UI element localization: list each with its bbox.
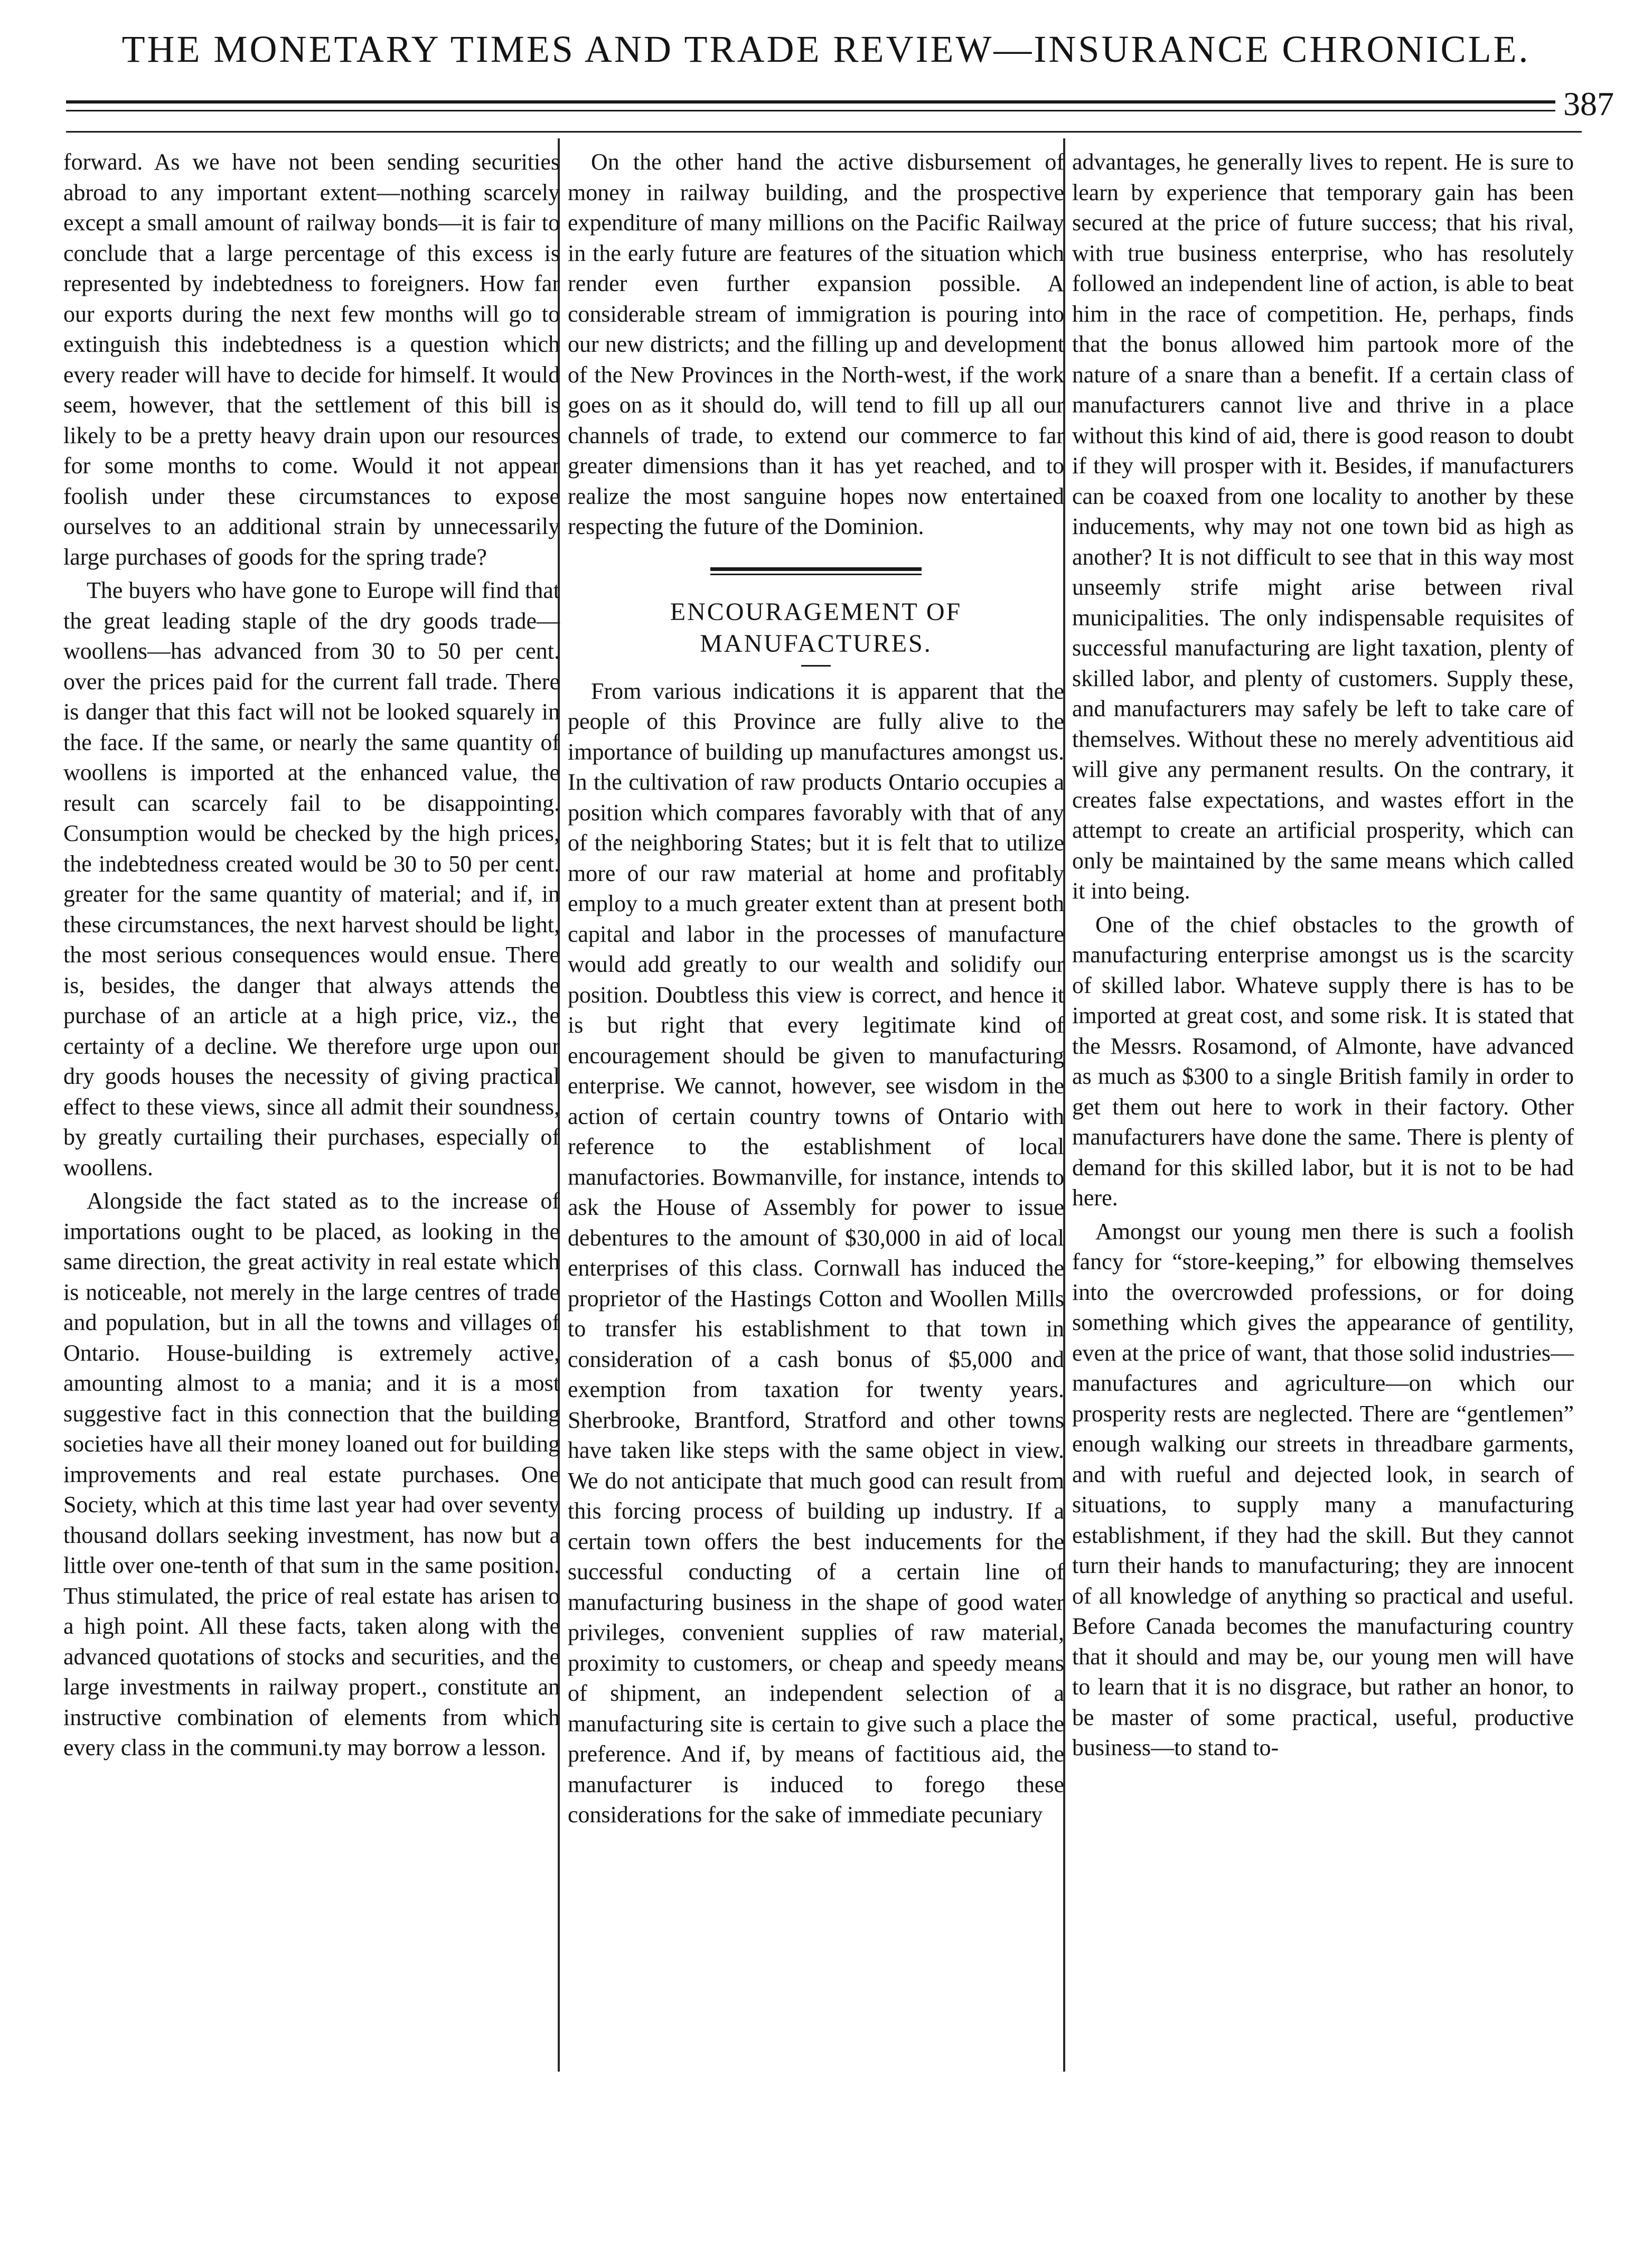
paragraph: The buyers who have gone to Europe will find that the great leading staple of the dry goods trade—woollens—has advanced from 30 to 50 per cent. over the prices paid for the current fall trade. There is danger that this fact will not be looked squarely in the face. If the same, or nearly the same quantity of woollens is imported at the enhanced value, the result can scarcely fail to be disappointing. Consumption would be checked by the high prices, the indebtedness created would be 30 to 50 per cent. greater for the same quantity of material; and if, in these circumstances, the next harvest should be light, the most serious consequences would ensue. There is, besides, the danger that always attends the purchase of an article at a high price, viz., the certainty of a decline. We therefore urge upon our dry goods houses the necessity of giving practical effect to these views, since all admit their soundness, by greatly curtailing their purchases, especially of woollens. [63, 577, 560, 1181]
paragraph: From various indications it is apparent that the people of this Province are fully alive to the importance of building up manufactures amongst us. In the cultivation of raw products Ontario occupies a position which compares favorably with that of any of the neighboring States; but it is felt that to utilize more of our raw material at home and profitably employ to a much greater extent than at present both capital and labor in the processes of manufacture would add greatly to our wealth and solidify our position. Doubtless this view is correct, and hence it is but right that every legitimate kind of encouragement should be given to manufacturing enterprise. We cannot, however, see wisdom in the action of certain country towns of Ontario with reference to the establishment of local manufactories. Bowmanville, for instance, intends to ask the House of Assembly for power to issue debentures to the amount of $30,000 in aid of local enterprises of this class. Cornwall has induced the proprietor of the Hastings Cotton and Woollen Mills to transfer his establishment to that town in consideration of a cash bonus of $5,000 and exemption from taxation for twenty years. Sherbrooke, Brantford, Stratford and other towns have taken like steps with the same object in view. We do not anticipate that much good can result from this forcing process of building up industry. If a certain town offers the best inducements for the successful conducting of a certain line of manufacturing business in the shape of good water privileges, convenient supplies of raw material, proximity to customers, or cheap and speedy means of shipment, an independent selection of a manufacturing site is certain to give such a place the preference. And if, by means of factitious aid, the manufacturer is induced to forego these considerations for the sake of immediate pecuniary [568, 678, 1064, 1828]
section-divider-ornament [710, 567, 922, 575]
paragraph: Alongside the fact stated as to the increase of importations ought to be placed, as looking in the same direction, the great activity in real estate which is noticeable, not merely in the large centres of trade and population, but in all the towns and villages of Ontario. House-building is extremely active, amounting almost to a mania; and it is a most suggestive fact in this connection that the building societies have all their money loaned out for building improvements and real estate purchases. One Society, which at this time last year had over seventy thousand dollars seeking investment, has now but a little over one-tenth of that sum in the same position. Thus stimulated, the price of real estate has arisen to a high point. All these facts, taken along with the advanced quotations of stocks and securities, and the large investments in railway propert., constitute an instructive combination of elements from which every class in the communi.ty may borrow a lesson. [63, 1188, 560, 1760]
paragraph: Amongst our young men there is such a foolish fancy for “store-keeping,” for elbowing themselves into the overcrowded professions, or for doing something which gives the appearance of gentility, even at the price of want, that those solid industries—manufactures and agriculture—on which our prosperity rests are neglected. There are “gentlemen” enough walking our streets in threadbare garments, and with rueful and dejected look, in search of situations, to supply many a manufacturing establishment, if they had the skill. But they cannot turn their hands to manufacturing; they are innocent of all knowledge of anything so practical and useful. Before Canada becomes the manufacturing country that it should and may be, our young men will have to learn that it is no disgrace, but rather an honor, to be master of some practical, useful, productive business—to stand to- [1072, 1218, 1574, 1760]
text-column-right [1072, 147, 1574, 1763]
header-rule-lower [66, 131, 1582, 133]
paragraph: One of the chief obstacles to the growth of manufacturing enterprise amongst us is the scarcity of skilled labor. Whateve supply there is has to be imported at great cost, and some risk. It is stated that the Messrs. Rosamond, of Almonte, have advanced as much as $300 to a single British family in order to get them out here to work in their factory. Other manufacturers have done the same. There is plenty of demand for this skilled labor, but it is not to be had here. [1072, 911, 1574, 1211]
header-rule-thin [66, 110, 1555, 111]
paragraph: advantages, he generally lives to repent. He is sure to learn by experience that temporary gain has been secured at the price of future success; that his rival, with true business enterprise, who has resolutely followed an independent line of action, is able to beat him in the race of competition. He, perhaps, finds that the bonus allowed him partook more of the nature of a snare than a benefit. If a certain class of manufacturers cannot live and thrive in a place without this kind of aid, there is good reason to doubt if they will prosper with it. Besides, if manufacturers can be coaxed from one locality to another by these inducements, why may not one town bid as high as another? It is not difficult to see that in this way most unseemly strife might arise between rival municipalities. The only indispensable requisites of successful manufacturing are light taxation, plenty of skilled labor, and plenty of customers. Supply these, and manufacturers may safely be left to take care of themselves. Without these no merely adventitious aid will give any permanent results. On the contrary, it creates false expectations, and wastes effort in the attempt to create an artificial prosperity, which can only be maintained by the same means which called it into being. [1072, 149, 1574, 904]
page-header-title: THE MONETARY TIMES AND TRADE REVIEW—INSURANCE CHRONICLE. [121, 28, 1531, 70]
text-column-left [63, 147, 560, 1763]
paragraph: forward. As we have not been sending securities abroad to any important extent—nothing scarcely except a small amount of railway bonds—it is fair to conclude that a large percentage of this excess is represented by indebtedness to foreigners. How far our exports during the next few months will go to extinguish this indebtedness is a question which every reader will have to decide for himself. It would seem, however, that the settlement of this bill is likely to be a pretty heavy drain upon our resources for some months to come. Would it not appear foolish under these circumstances to expose ourselves to an additional strain by unnecessarily large purchases of goods for the spring trade? [63, 149, 560, 570]
article-heading: ENCOURAGEMENT OF MANUFACTURES. [670, 597, 962, 658]
paragraph: On the other hand the active disbursement of money in railway building, and the prospective expenditure of many millions on the Pacific Railway in the early future are features of the situation which render even further expansion possible. A considerable stream of immigration is pouring into our new districts; and the filling up and development of the New Provinces in the North-west, if the work goes on as it should do, will tend to fill up all our channels of trade, to extend our commerce to far greater dimensions than it has yet reached, and to realize the most sanguine hopes now entertained respecting the future of the Dominion. [568, 149, 1064, 539]
header-rule-thick [66, 100, 1555, 104]
text-column-middle [568, 147, 1064, 1830]
heading-underline [801, 665, 831, 667]
page-number: 387 [1563, 85, 1614, 123]
